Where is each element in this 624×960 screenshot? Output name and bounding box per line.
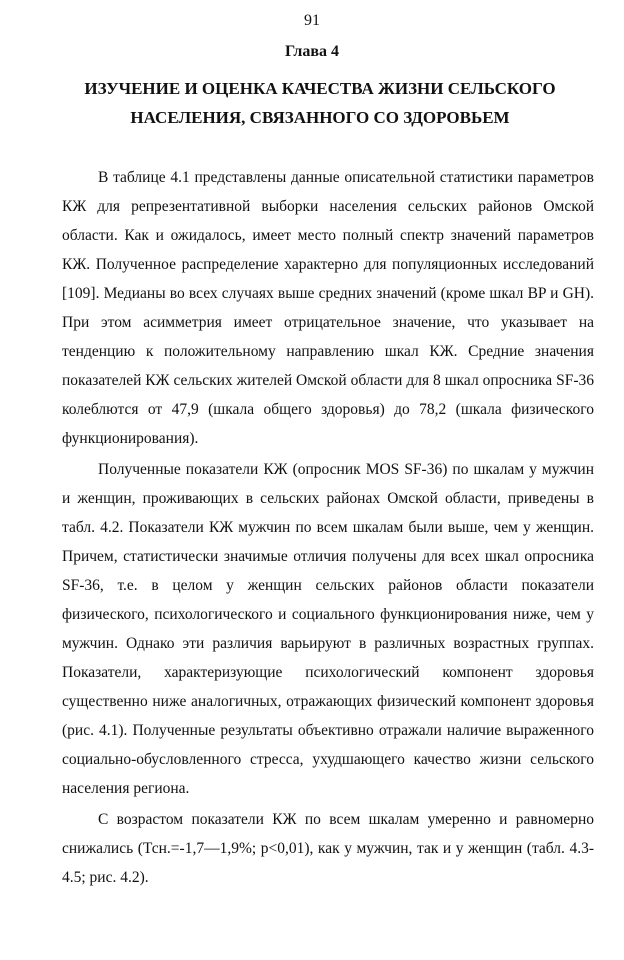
body-text xyxy=(62,163,594,894)
chapter-title xyxy=(40,74,600,132)
paragraph-2: Полученные показатели КЖ (опросник MOS SF-36) по шкалам у мужчин и женщин, проживающих в сельских районах Омской области, приведены в табл. 4.2. Показатели КЖ мужчин по всем шкалам были выше, чем у женщин. Причем, статистически значимые отличия получены для всех шкал опросника SF-36, т.е. в целом у женщин сельских районов области показатели физического, психологического и социального функционирования ниже, чем у мужчин. Однако эти различия варьируют в различных возрастных группах. Показатели, характеризующие психологический компонент здоровья существенно ниже аналогичных, отражающих физический компонент здоровья (рис. 4.1). Полученные результаты объективно отражали наличие выраженного социально-обусловленного стресса, ухудшающего качество жизни сельского населения региона. xyxy=(62,461,594,797)
chapter-title-line-2: НАСЕЛЕНИЯ, СВЯЗАННОГО СО ЗДОРОВЬЕМ xyxy=(130,108,510,127)
paragraph-1: В таблице 4.1 представлены данные описательной статистики параметров КЖ для репрезентативной выборки населения сельских районов Омской области. Как и ожидалось, имеет место полный спектр значений параметров КЖ. Полученное распределение характерно для популяционных исследований [109]. Медианы во всех случаях выше средних значений (кроме шкал BP и GH). При этом асимметрия имеет отрицательное значение, что указывает на тенденцию к положительному направлению шкал КЖ. Средние значения показателей КЖ сельских жителей Омской области для 8 шкал опросника SF-36 колеблются от 47,9 (шкала общего здоровья) до 78,2 (шкала физического функционирования). xyxy=(62,169,594,447)
page-number: 91 xyxy=(304,12,320,29)
chapter-title-line-1: ИЗУЧЕНИЕ И ОЦЕНКА КАЧЕСТВА ЖИЗНИ СЕЛЬСКОГО xyxy=(84,79,556,98)
chapter-heading: Глава 4 xyxy=(285,43,339,60)
paragraph-3: С возрастом показатели КЖ по всем шкалам умеренно и равномерно снижались (Тсн.=-1,7—1,9%; p<0,01), как у мужчин, так и у женщин (табл. 4.3-4.5; рис. 4.2). xyxy=(62,811,594,886)
